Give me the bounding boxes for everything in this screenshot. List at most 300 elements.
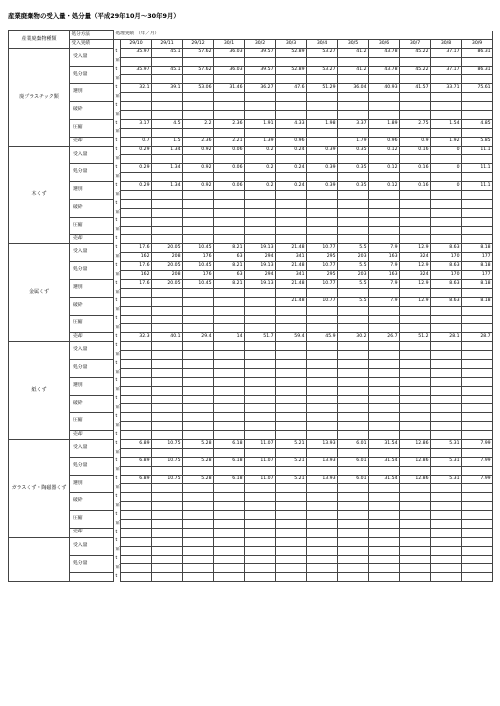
value-cell (431, 448, 462, 457)
value-cell (214, 75, 245, 84)
value-cell: 1.54 (431, 119, 462, 128)
value-cell: 28.1 (431, 333, 462, 342)
value-cell (276, 75, 307, 84)
value-cell: 20.05 (152, 262, 183, 271)
value-cell: 5.28 (183, 457, 214, 466)
value-cell (121, 324, 152, 333)
value-cell (183, 217, 214, 226)
value-cell (276, 555, 307, 564)
value-cell (214, 351, 245, 360)
value-cell (307, 484, 338, 493)
value-cell (214, 422, 245, 431)
unit-label: t (114, 262, 121, 271)
process-label: 売却 (70, 431, 114, 440)
value-cell (121, 342, 152, 351)
value-cell (152, 102, 183, 111)
value-cell (400, 484, 431, 493)
value-cell (307, 519, 338, 528)
process-label: 処分量 (70, 262, 114, 280)
value-cell: 294 (245, 253, 276, 262)
value-cell (214, 528, 245, 537)
unit-label: ㎥ (114, 368, 121, 377)
month-header: 29/10 (121, 39, 152, 48)
value-cell (183, 199, 214, 208)
value-cell: 0.92 (183, 146, 214, 155)
value-cell: 10.77 (307, 279, 338, 288)
month-header: 30/6 (369, 39, 400, 48)
value-cell (400, 315, 431, 324)
value-cell (431, 573, 462, 582)
unit-label: ㎥ (114, 386, 121, 395)
value-cell (369, 217, 400, 226)
value-cell: 53.06 (183, 84, 214, 93)
value-cell (338, 386, 369, 395)
value-cell: 19.13 (245, 279, 276, 288)
value-cell (307, 102, 338, 111)
value-cell (369, 208, 400, 217)
process-label: 処分量 (70, 457, 114, 475)
value-cell (183, 57, 214, 66)
value-cell (183, 519, 214, 528)
value-cell (431, 111, 462, 120)
value-cell: 6.18 (214, 457, 245, 466)
value-cell (400, 93, 431, 102)
value-cell: 53.27 (307, 48, 338, 57)
value-cell (400, 573, 431, 582)
value-cell (400, 351, 431, 360)
page-title: 産業廃棄物の受入量・処分量（平成29年10月～30年9月） (8, 12, 180, 20)
value-cell (338, 404, 369, 413)
value-cell (183, 297, 214, 306)
value-cell (462, 102, 493, 111)
value-cell: 39.1 (152, 84, 183, 93)
value-cell (338, 199, 369, 208)
value-cell (431, 217, 462, 226)
value-cell (183, 448, 214, 457)
value-cell: 5.5 (338, 262, 369, 271)
value-cell (214, 199, 245, 208)
value-cell (276, 528, 307, 537)
month-header: 30/3 (276, 39, 307, 48)
value-cell (369, 493, 400, 502)
value-cell: 45.9 (307, 333, 338, 342)
value-cell (307, 386, 338, 395)
value-cell: 53.27 (307, 66, 338, 75)
value-cell (369, 395, 400, 404)
unit-label: t (114, 573, 121, 582)
value-cell (121, 199, 152, 208)
value-cell: 7.9 (369, 262, 400, 271)
process-label: 売却 (70, 137, 114, 146)
value-cell: 86.31 (462, 48, 493, 57)
value-cell (121, 173, 152, 182)
value-cell: 17.6 (121, 279, 152, 288)
value-cell (183, 324, 214, 333)
value-cell (307, 448, 338, 457)
value-cell: 17.6 (121, 262, 152, 271)
value-cell: 0 (431, 164, 462, 173)
value-cell (152, 75, 183, 84)
value-cell (152, 359, 183, 368)
value-cell (307, 368, 338, 377)
value-cell (400, 111, 431, 120)
value-cell: 203 (338, 271, 369, 280)
table-row (9, 315, 493, 324)
value-cell (121, 57, 152, 66)
category-name: 木くず (9, 146, 70, 244)
value-cell (307, 377, 338, 386)
value-cell (338, 324, 369, 333)
value-cell (307, 413, 338, 422)
value-cell (431, 511, 462, 520)
value-cell (245, 555, 276, 564)
value-cell (431, 422, 462, 431)
value-cell (462, 315, 493, 324)
value-cell (152, 235, 183, 244)
value-cell: 5.85 (462, 137, 493, 146)
header-row-method (9, 31, 493, 40)
value-cell (400, 191, 431, 200)
value-cell (276, 342, 307, 351)
value-cell (276, 306, 307, 315)
value-cell (121, 564, 152, 573)
table-row (9, 555, 493, 564)
value-cell (152, 422, 183, 431)
value-cell (121, 128, 152, 137)
process-label: 受入量 (70, 48, 114, 66)
value-cell (214, 128, 245, 137)
value-cell: 0.9 (400, 137, 431, 146)
value-cell (245, 502, 276, 511)
table-row (9, 493, 493, 502)
value-cell (183, 502, 214, 511)
process-label: 破砕 (70, 493, 114, 511)
value-cell: 2.36 (183, 137, 214, 146)
value-cell (307, 555, 338, 564)
value-cell (369, 519, 400, 528)
value-cell (152, 404, 183, 413)
unit-label: t (114, 102, 121, 111)
value-cell: 341 (276, 253, 307, 262)
value-cell: 36.03 (214, 48, 245, 57)
value-cell: 2.2 (183, 119, 214, 128)
value-cell (431, 368, 462, 377)
value-cell (400, 502, 431, 511)
value-cell: 52.89 (276, 66, 307, 75)
value-cell: 36.27 (245, 84, 276, 93)
value-cell (462, 386, 493, 395)
value-cell (245, 93, 276, 102)
value-cell: 341 (276, 271, 307, 280)
value-cell (400, 217, 431, 226)
value-cell (121, 102, 152, 111)
value-cell (276, 573, 307, 582)
method-header: 処分方法 (70, 31, 114, 40)
value-cell (338, 102, 369, 111)
value-cell (338, 422, 369, 431)
table-row (9, 537, 493, 546)
value-cell (214, 368, 245, 377)
value-cell (121, 368, 152, 377)
value-cell (276, 128, 307, 137)
table-row (9, 377, 493, 386)
value-cell (431, 226, 462, 235)
value-cell (431, 155, 462, 164)
table-row (9, 164, 493, 173)
value-cell: 63 (214, 271, 245, 280)
value-cell (214, 404, 245, 413)
category-name: 廃プラスチック類 (9, 48, 70, 146)
value-cell: 12.9 (400, 244, 431, 253)
table-row (9, 102, 493, 111)
value-cell: 29.4 (183, 333, 214, 342)
value-cell (183, 555, 214, 564)
value-cell: 10.45 (183, 244, 214, 253)
value-cell: 37.17 (431, 48, 462, 57)
value-cell (152, 199, 183, 208)
value-cell (338, 546, 369, 555)
value-cell: 11.07 (245, 439, 276, 448)
value-cell (369, 466, 400, 475)
value-cell: 51.29 (307, 84, 338, 93)
value-cell (369, 537, 400, 546)
process-label: 圧縮 (70, 119, 114, 137)
unit-label: ㎥ (114, 173, 121, 182)
value-cell (245, 422, 276, 431)
value-cell (152, 564, 183, 573)
value-cell (369, 315, 400, 324)
value-cell (276, 324, 307, 333)
value-cell: 1.91 (245, 119, 276, 128)
value-cell (183, 484, 214, 493)
unit-label: t (114, 333, 121, 342)
value-cell: 0.06 (214, 164, 245, 173)
value-cell (338, 155, 369, 164)
value-cell (462, 511, 493, 520)
value-cell: 4.85 (462, 119, 493, 128)
value-cell (276, 484, 307, 493)
unit-label: t (114, 48, 121, 57)
unit-label: ㎥ (114, 271, 121, 280)
value-cell (462, 342, 493, 351)
value-cell (214, 297, 245, 306)
value-cell (400, 546, 431, 555)
table-row (9, 119, 493, 128)
value-cell (276, 502, 307, 511)
value-cell (400, 342, 431, 351)
value-cell: 10.77 (307, 262, 338, 271)
value-cell: 10.45 (183, 262, 214, 271)
value-cell (183, 288, 214, 297)
value-cell: 8.18 (462, 244, 493, 253)
value-cell (400, 155, 431, 164)
value-cell (462, 324, 493, 333)
table-row (9, 48, 493, 57)
value-cell (245, 208, 276, 217)
value-cell (121, 537, 152, 546)
value-cell (214, 466, 245, 475)
value-cell: 14 (214, 333, 245, 342)
value-cell (338, 519, 369, 528)
value-cell (121, 573, 152, 582)
unit-label: ㎥ (114, 466, 121, 475)
value-cell: 26.7 (369, 333, 400, 342)
value-cell (183, 191, 214, 200)
value-cell (152, 342, 183, 351)
value-cell (183, 315, 214, 324)
value-cell: 1.89 (369, 119, 400, 128)
value-cell (152, 155, 183, 164)
value-cell: 5.21 (276, 439, 307, 448)
value-cell (307, 351, 338, 360)
value-cell (338, 208, 369, 217)
value-cell (276, 57, 307, 66)
value-cell (307, 546, 338, 555)
actual-header: 処理実績 （年／月） (114, 31, 493, 40)
value-cell (369, 226, 400, 235)
value-cell: 0.24 (276, 164, 307, 173)
value-cell (121, 155, 152, 164)
value-cell (338, 377, 369, 386)
value-cell: 0.39 (307, 182, 338, 191)
value-cell (338, 128, 369, 137)
value-cell: 0.39 (307, 146, 338, 155)
value-cell (245, 217, 276, 226)
value-cell (152, 413, 183, 422)
value-cell: 40.1 (152, 333, 183, 342)
value-cell (462, 359, 493, 368)
value-cell (307, 359, 338, 368)
value-cell (400, 368, 431, 377)
value-cell: 10.75 (152, 457, 183, 466)
value-cell (214, 173, 245, 182)
value-cell (152, 395, 183, 404)
value-cell (121, 351, 152, 360)
unit-label: t (114, 146, 121, 155)
unit-label: t (114, 297, 121, 306)
value-cell (338, 431, 369, 440)
value-cell (338, 191, 369, 200)
value-cell: 8.18 (462, 297, 493, 306)
value-cell: 75.61 (462, 84, 493, 93)
process-label: 売却 (70, 333, 114, 342)
value-cell (338, 564, 369, 573)
value-cell (400, 377, 431, 386)
value-cell (338, 537, 369, 546)
value-cell (431, 235, 462, 244)
value-cell (369, 128, 400, 137)
value-cell (462, 57, 493, 66)
value-cell (183, 306, 214, 315)
value-cell (462, 217, 493, 226)
value-cell: 5.31 (431, 457, 462, 466)
month-header: 29/12 (183, 39, 214, 48)
value-cell (400, 306, 431, 315)
value-cell (462, 235, 493, 244)
table-row (9, 413, 493, 422)
value-cell (307, 173, 338, 182)
value-cell (245, 484, 276, 493)
value-cell (431, 191, 462, 200)
value-cell (400, 413, 431, 422)
value-cell (276, 404, 307, 413)
value-cell (276, 386, 307, 395)
value-cell (276, 93, 307, 102)
value-cell: 31.54 (369, 457, 400, 466)
value-cell (369, 431, 400, 440)
unit-label: ㎥ (114, 502, 121, 511)
value-cell (276, 102, 307, 111)
value-cell (338, 484, 369, 493)
value-cell: 0.24 (276, 182, 307, 191)
unit-label: t (114, 244, 121, 253)
unit-label: t (114, 217, 121, 226)
value-cell (307, 306, 338, 315)
month-header: 30/9 (462, 39, 493, 48)
value-cell (245, 342, 276, 351)
value-cell (369, 75, 400, 84)
value-cell (431, 493, 462, 502)
value-cell (462, 351, 493, 360)
value-cell: 45.22 (400, 66, 431, 75)
value-cell (121, 377, 152, 386)
value-cell (400, 235, 431, 244)
table-row (9, 279, 493, 288)
value-cell: 177 (462, 271, 493, 280)
value-cell: 2.75 (400, 119, 431, 128)
value-cell (214, 111, 245, 120)
value-cell (245, 226, 276, 235)
table-row (9, 182, 493, 191)
value-cell (214, 102, 245, 111)
table-row (9, 431, 493, 440)
value-cell (214, 537, 245, 546)
value-cell (152, 555, 183, 564)
process-label: 受入量 (70, 146, 114, 164)
value-cell: 5.5 (338, 297, 369, 306)
value-cell (400, 288, 431, 297)
unit-label: ㎥ (114, 111, 121, 120)
value-cell: 0.24 (276, 146, 307, 155)
value-cell: 324 (400, 253, 431, 262)
unit-label: t (114, 493, 121, 502)
value-cell (183, 128, 214, 137)
value-cell (462, 555, 493, 564)
value-cell: 7.9 (369, 244, 400, 253)
value-cell: 21.48 (276, 244, 307, 253)
value-cell: 31.54 (369, 439, 400, 448)
table-row (9, 342, 493, 351)
value-cell (369, 404, 400, 413)
value-cell: 30.2 (338, 333, 369, 342)
value-cell (121, 359, 152, 368)
value-cell (183, 466, 214, 475)
value-cell (462, 377, 493, 386)
unit-label: t (114, 537, 121, 546)
table-row (9, 457, 493, 466)
value-cell (214, 502, 245, 511)
value-cell (400, 528, 431, 537)
value-cell (183, 377, 214, 386)
value-cell: 324 (400, 271, 431, 280)
value-cell (462, 368, 493, 377)
value-cell (214, 235, 245, 244)
value-cell (307, 573, 338, 582)
value-cell: 33.71 (431, 84, 462, 93)
value-cell (121, 297, 152, 306)
value-cell: 51.7 (245, 333, 276, 342)
value-cell (338, 226, 369, 235)
